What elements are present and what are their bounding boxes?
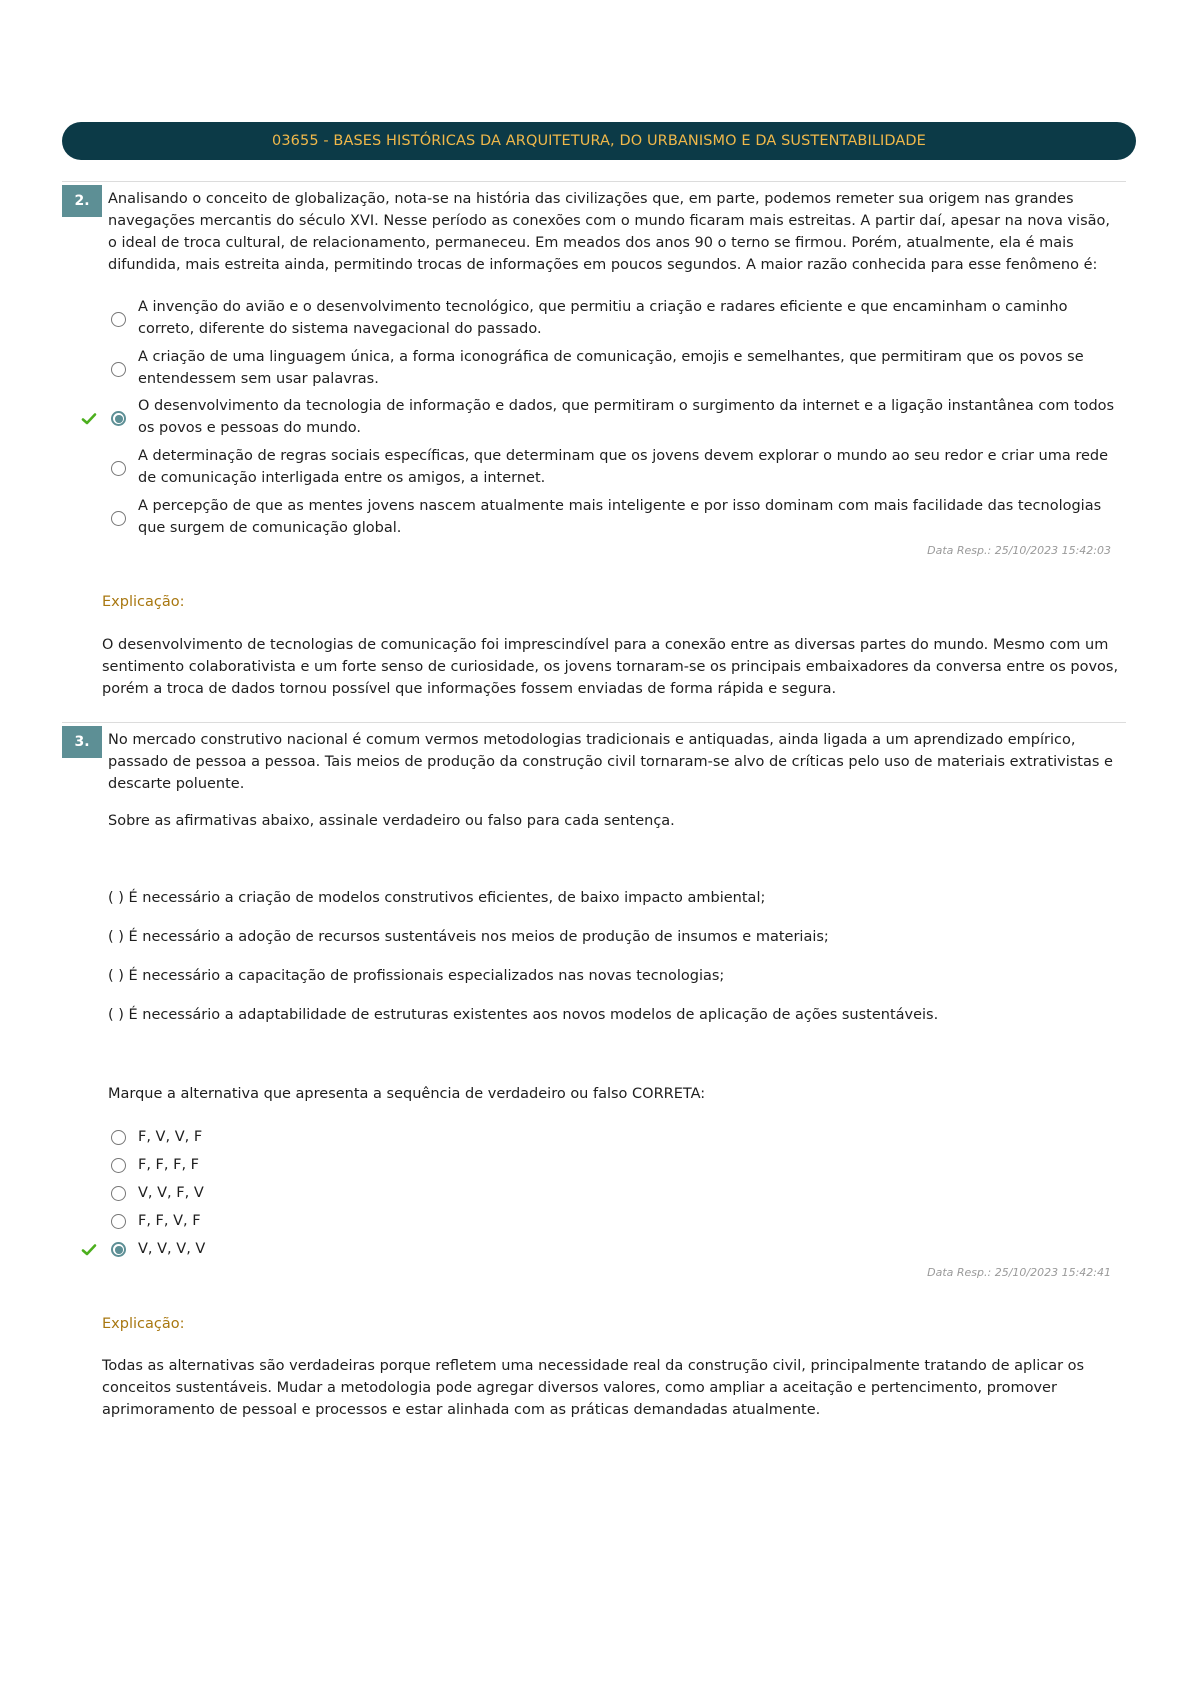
radio-button-selected[interactable] xyxy=(111,1242,126,1257)
radio-button-selected[interactable] xyxy=(111,411,126,426)
answer-option[interactable] xyxy=(108,445,1128,491)
option-label: F, V, V, F xyxy=(138,1129,203,1145)
course-title-banner xyxy=(62,122,1136,160)
question-instruction: Sobre as afirmativas abaixo, assinale verdadeiro ou falso para cada sentença. xyxy=(108,813,675,829)
option-label: O desenvolvimento da tecnologia de informação e dados, que permitiram o surgimento da internet e a ligação instantânea com todos os povos e pessoas do mundo. xyxy=(138,398,1115,436)
radio-button[interactable] xyxy=(111,362,126,377)
option-label: F, F, V, F xyxy=(138,1213,201,1229)
answer-option[interactable] xyxy=(108,1210,1128,1238)
statement: ( ) É necessário a adoção de recursos sustentáveis nos meios de produção de insumos e materiais; xyxy=(108,929,829,945)
option-label: V, V, V, V xyxy=(138,1241,206,1257)
radio-button[interactable] xyxy=(111,1186,126,1201)
question-prompt: Marque a alternativa que apresenta a sequência de verdadeiro ou falso CORRETA: xyxy=(108,1086,706,1102)
answer-option[interactable] xyxy=(108,1182,1128,1210)
answer-option[interactable] xyxy=(108,296,1128,342)
question-stem: No mercado construtivo nacional é comum vermos metodologias tradicionais e antiquadas, ainda ligada a um aprendizado empírico, passado de pessoa a pessoa. Tais meios de produção da construção civil tornaram-se alvo de críticas pelo uso de materiais extrativistas e descarte poluente. xyxy=(108,732,1113,792)
radio-button[interactable] xyxy=(111,312,126,327)
explanation-title: Explicação: xyxy=(102,1316,185,1332)
option-label: A percepção de que as mentes jovens nascem atualmente mais inteligente e por isso dominam com mais facilidade das tecnologias que surgem de comunicação global. xyxy=(138,498,1102,536)
response-date: Data Resp.: 25/10/2023 15:42:03 xyxy=(927,544,1111,557)
statement: ( ) É necessário a criação de modelos construtivos eficientes, de baixo impacto ambiental; xyxy=(108,890,766,906)
divider xyxy=(62,722,1126,723)
explanation-title: Explicação: xyxy=(102,594,185,610)
answer-option[interactable] xyxy=(108,346,1128,392)
course-title: 03655 - BASES HISTÓRICAS DA ARQUITETURA, DO URBANISMO E DA SUSTENTABILIDADE xyxy=(272,133,926,149)
divider xyxy=(62,181,1126,182)
explanation-text: O desenvolvimento de tecnologias de comunicação foi imprescindível para a conexão entre as diversas partes do mundo. Mesmo com um sentimento colaborativista e um forte senso de curiosidade, os jovens tornaram-se os principais embaixadores da conversa entre os povos, porém a troca de dados tornou possível que informações fossem enviadas de forma rápida e segura. xyxy=(102,637,1119,697)
option-label: F, F, F, F xyxy=(138,1157,200,1173)
radio-button[interactable] xyxy=(111,1158,126,1173)
radio-button[interactable] xyxy=(111,1214,126,1229)
answer-option-selected[interactable] xyxy=(108,1238,1128,1266)
answer-option[interactable] xyxy=(108,1126,1128,1154)
check-icon xyxy=(81,1242,97,1258)
answer-option[interactable] xyxy=(108,495,1128,541)
response-date: Data Resp.: 25/10/2023 15:42:41 xyxy=(927,1266,1111,1279)
explanation-text: Todas as alternativas são verdadeiras porque refletem uma necessidade real da construção civil, principalmente tratando de aplicar os conceitos sustentáveis. Mudar a metodologia pode agregar diversos valores, como ampliar a aceitação e pertencimento, promover aprimoramento de pessoal e processos e estar alinhada com as práticas demandadas atualmente. xyxy=(102,1358,1085,1418)
option-label: A determinação de regras sociais específicas, que determinam que os jovens devem explorar o mundo ao seu redor e criar uma rede de comunicação interligada entre os amigos, a internet. xyxy=(138,448,1109,486)
statement: ( ) É necessário a adaptabilidade de estruturas existentes aos novos modelos de aplicação de ações sustentáveis. xyxy=(108,1007,939,1023)
radio-button[interactable] xyxy=(111,1130,126,1145)
radio-button[interactable] xyxy=(111,511,126,526)
radio-button[interactable] xyxy=(111,461,126,476)
answer-option[interactable] xyxy=(108,1154,1128,1182)
option-label: A invenção do avião e o desenvolvimento tecnológico, que permitiu a criação e radares eficiente e que encaminham o caminho correto, diferente do sistema navegacional do passado. xyxy=(138,299,1068,337)
question-number: 2. xyxy=(62,185,102,217)
option-label: A criação de uma linguagem única, a forma iconográfica de comunicação, emojis e semelhantes, que permitiram que os povos se entendessem sem usar palavras. xyxy=(138,349,1084,387)
statement: ( ) É necessário a capacitação de profissionais especializados nas novas tecnologias; xyxy=(108,968,725,984)
question-number: 3. xyxy=(62,726,102,758)
option-label: V, V, F, V xyxy=(138,1185,204,1201)
question-stem: Analisando o conceito de globalização, nota-se na história das civilizações que, em parte, podemos remeter sua origem nas grandes navegações mercantis do século XVI. Nesse período as conexões com o mundo ficaram mais estreitas. A partir daí, apesar na nova visão, o ideal de troca cultural, de relacionamento, permaneceu. Em meados dos anos 90 o terno se firmou. Porém, atualmente, ela é mais difundida, mais estreita ainda, permitindo trocas de informações em poucos segundos. A maior razão conhecida para esse fenômeno é: xyxy=(108,191,1110,273)
check-icon xyxy=(81,411,97,427)
answer-option-selected[interactable] xyxy=(108,395,1128,441)
